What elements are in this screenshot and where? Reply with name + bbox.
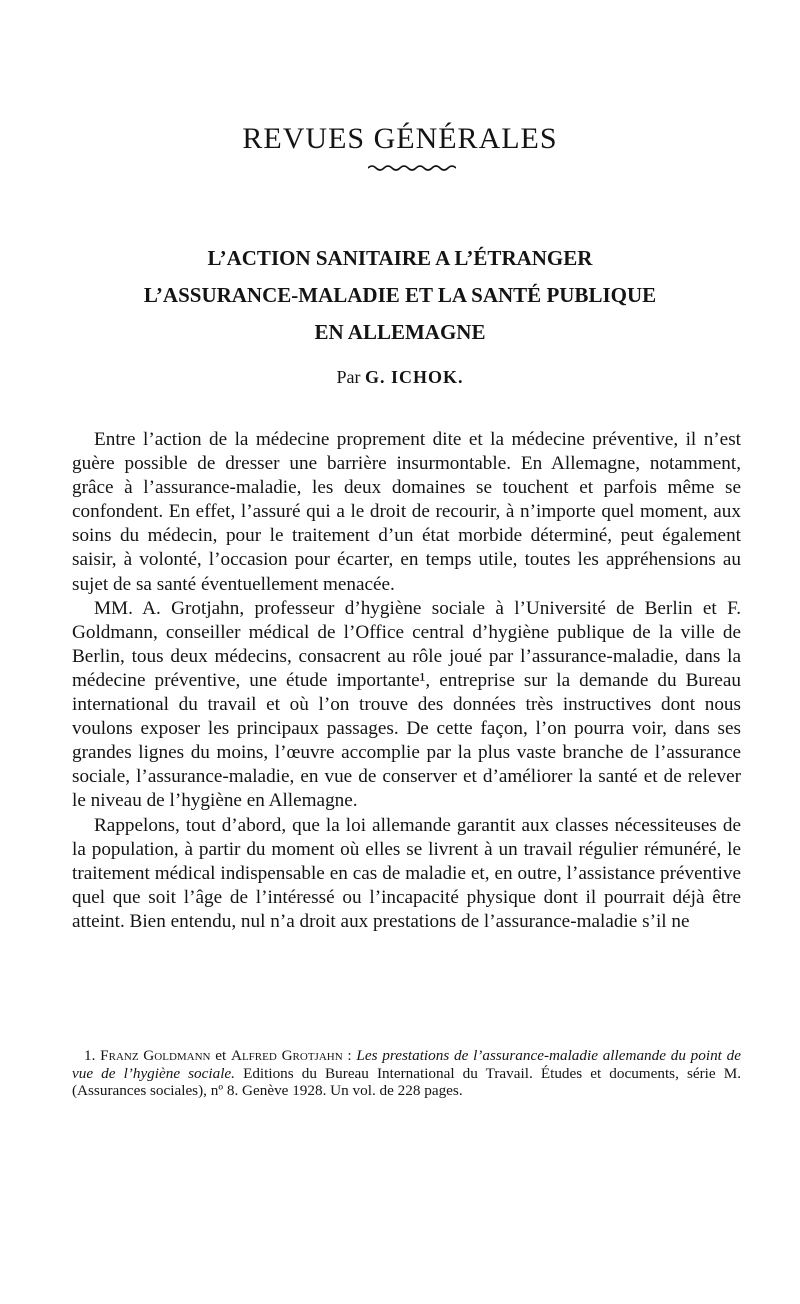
author-line: [0, 367, 800, 388]
wavy-ornament: [368, 163, 456, 173]
title-line: L’ACTION SANITAIRE A L’ÉTRANGER: [207, 246, 593, 270]
paragraph: MM. A. Grotjahn, professeur d’hygiène sociale à l’Université de Berlin et F. Goldmann, conseiller médical de l’Office central d’hygiène publique de la ville de Berlin, tous deux médecins, consacrent au rôle joué par l’assurance-maladie, dans la médecine préventive, une étude importante¹, entreprise sur la demande du Bureau international du travail et où l’on trouve des données très instructives dont nous voulons exposer les principaux passages. De cette façon, l’on pourra voir, dans ses grandes lignes du moins, l’œuvre accomplie par la plus vaste branche de l’assurance sociale, l’assurance-maladie, en vue de conserver et d’améliorer la santé et de relever le niveau de l’hygiène en Allemagne.: [72, 597, 741, 812]
paragraph: Rappelons, tout d’abord, que la loi allemande garantit aux classes nécessiteuses de la population, à partir du moment où elles se livrent à un travail régulier rémunéré, le traitement médical indispensable en cas de maladie et, en outre, l’assistance préventive quel que soit l’âge de l’intéressé ou l’incapacité physique dont il pourrait déjà être atteint. Bien entendu, nul n’a droit aux prestations de l’assurance-maladie s’il ne: [72, 814, 741, 932]
title-line: EN ALLEMAGNE: [314, 320, 486, 344]
article-title: [0, 240, 800, 351]
paragraph: Entre l’action de la médecine proprement dite et la médecine préventive, il n’est guère possible de dresser une barrière insurmontable. En Allemagne, notamment, grâce à l’assurance-maladie, les deux domaines se touchent et parfois même se confondent. En effet, l’assuré qui a le droit de recourir, à n’importe quel moment, aux soins du médecin, pour le traitement d’un état morbide déterminé, peut également saisir, à volonté, l’occasion pour écarter, en temps utile, toutes les appréhensions au sujet de sa santé éventuellement menacée.: [72, 429, 741, 595]
footnote: [72, 1047, 741, 1100]
section-title: REVUES GÉNÉRALES: [242, 122, 558, 155]
footnote-colon: :: [347, 1047, 352, 1064]
footnote-number: 1.: [84, 1047, 96, 1064]
footnote-conjunction: et: [215, 1047, 227, 1064]
author-name: G. ICHOK.: [364, 367, 464, 387]
footnote-title: Les prestations de l’assurance-maladie allemande du point de vue de l’hygiène sociale.: [72, 1047, 742, 1082]
title-line: L’ASSURANCE-MALADIE ET LA SANTÉ PUBLIQUE: [143, 283, 657, 307]
article-body: [72, 428, 741, 934]
author-prefix: Par: [336, 367, 361, 387]
footnote-details: Editions du Bureau International du Travail. Études et documents, série M. (Assurances sociales), nº 8. Genève 1928. Un vol. de 228 pages.: [72, 1064, 742, 1100]
footnote-author: Alfred Grotjahn: [231, 1047, 343, 1064]
footnote-author: Franz Goldmann: [100, 1047, 211, 1064]
